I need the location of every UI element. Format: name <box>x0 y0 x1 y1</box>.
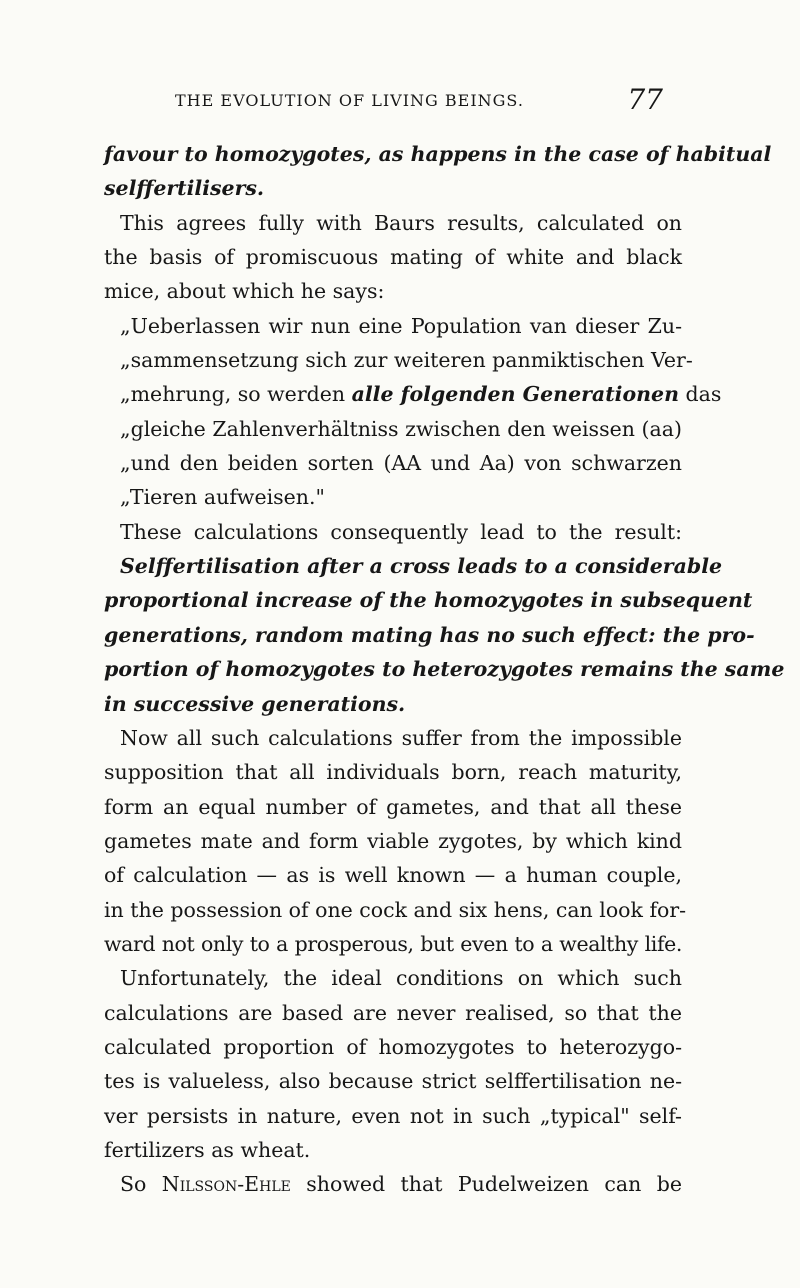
text-line: in the possession of one cock and six hens, can look for- <box>104 897 687 922</box>
text-line: selffertilisers. <box>104 176 265 201</box>
quote-line: „Ueberlassen wir nun eine Population van dieser Zu- <box>120 313 682 338</box>
running-head: THE EVOLUTION OF LIVING BEINGS. <box>175 91 524 110</box>
quote-line: „und den beiden sorten (AA und Aa) von schwarzen <box>120 451 682 476</box>
page-header <box>175 83 663 123</box>
quote-emphasis: alle folgenden Generationen <box>351 382 679 407</box>
quote-text: das <box>678 382 722 407</box>
quote-line: „Tieren aufweisen." <box>120 485 325 510</box>
conclusion-line: Selffertilisation after a cross leads to a considerable <box>120 554 723 579</box>
quote-text: „mehrung, so werden <box>120 382 352 407</box>
text-line: calculated proportion of homozygotes to heterozygo- <box>104 1034 682 1059</box>
quote-line <box>104 377 722 411</box>
conclusion-line: generations, random mating has no such effect: the pro- <box>104 622 755 647</box>
quote-line: „sammensetzung sich zur weiteren panmiktischen Ver- <box>120 348 693 373</box>
text-line: ward not only to a prosperous, but even to a wealthy life. <box>104 931 682 956</box>
text-line: fertilizers as wheat. <box>104 1137 311 1162</box>
conclusion-line: in successive generations. <box>104 691 406 716</box>
line-text: showed that Pudelweizen can be <box>290 1172 682 1197</box>
text-line <box>104 1167 682 1201</box>
author-name: Nilsson-Ehle <box>161 1172 291 1197</box>
text-line: the basis of promiscuous mating of white and black <box>104 245 682 270</box>
text-line: favour to homozygotes, as happens in the case of habitual <box>104 142 772 166</box>
text-line: form an equal number of gametes, and that all these <box>104 794 682 819</box>
text-line: tes is valueless, also because strict selffertilisation ne- <box>104 1069 682 1094</box>
text-line: This agrees fully with Baurs results, calculated on <box>120 210 682 235</box>
text-line: gametes mate and form viable zygotes, by which kind <box>104 828 682 853</box>
conclusion-line: portion of homozygotes to heterozygotes remains the same <box>104 657 785 682</box>
text-line: of calculation — as is well known — a human couple, <box>104 863 682 888</box>
text-line: These calculations consequently lead to the result: <box>120 519 682 544</box>
page-number: 77 <box>627 83 663 116</box>
conclusion-line: proportional increase of the homozygotes in subsequent <box>104 588 753 613</box>
text-line: Unfortunately, the ideal conditions on which such <box>120 966 682 991</box>
quote-line: „gleiche Zahlenverhältniss zwischen den weissen (aa) <box>120 416 682 441</box>
text-line: ver persists in nature, even not in such „typical" self- <box>104 1103 682 1128</box>
text-line: Now all such calculations suffer from the impossible <box>120 725 682 750</box>
text-line: calculations are based are never realised, so that the <box>104 1000 682 1025</box>
text-line: supposition that all individuals born, reach maturity, <box>104 760 682 785</box>
line-text: So <box>120 1172 162 1197</box>
body-text <box>104 137 785 1202</box>
text-line: mice, about which he says: <box>104 279 385 304</box>
